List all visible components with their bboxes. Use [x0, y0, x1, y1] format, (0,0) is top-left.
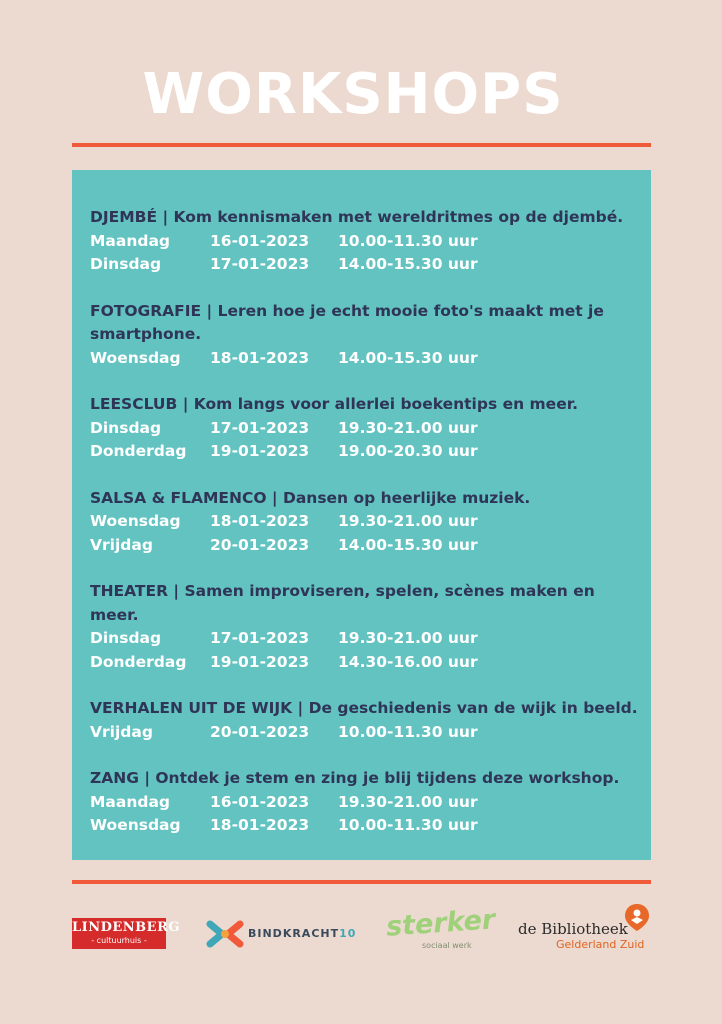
session-date: 20-01-2023	[210, 535, 310, 554]
session-row	[90, 230, 640, 254]
session-day: Vrijdag	[90, 722, 153, 741]
bottom-divider	[72, 880, 651, 884]
workshop-item	[90, 393, 640, 464]
session-time: 10.00-11.30 uur	[338, 816, 478, 834]
session-row	[90, 440, 640, 464]
session-row	[90, 721, 640, 745]
workshop-item	[90, 300, 640, 371]
workshop-item	[90, 767, 640, 838]
session-time: 10.00-11.30 uur	[338, 231, 478, 250]
session-time: 19.00-20.30 uur	[338, 442, 478, 460]
session-day: Woensdag	[90, 816, 181, 834]
session-date: 18-01-2023	[210, 512, 310, 530]
session-row	[90, 417, 640, 441]
workshop-panel	[72, 170, 651, 860]
workshop-item	[90, 487, 640, 558]
lindenberg-name: LINDENBERG	[72, 920, 180, 935]
session-row	[90, 534, 640, 558]
sterker-name: sterker	[385, 904, 497, 943]
partner-logos	[0, 900, 722, 960]
top-divider	[72, 143, 651, 147]
sterker-tagline: sociaal werk	[422, 941, 472, 950]
session-time: 19.30-21.00 uur	[338, 792, 478, 811]
bibliotheek-name: de Bibliotheek	[518, 920, 628, 938]
session-time: 14.00-15.30 uur	[338, 535, 478, 554]
session-day: Woensdag	[90, 512, 181, 530]
workshop-item	[90, 580, 640, 674]
workshop-title: THEATER | Samen improviseren, spelen, scènes maken en meer.	[90, 582, 595, 624]
session-row	[90, 627, 640, 651]
session-row	[90, 347, 640, 371]
page-title: WORKSHOPS	[142, 62, 564, 127]
session-day: Dinsdag	[90, 629, 162, 647]
session-day: Dinsdag	[90, 418, 162, 437]
bindkracht-logo	[206, 916, 356, 952]
session-time: 19.30-21.00 uur	[338, 629, 478, 647]
session-date: 18-01-2023	[210, 816, 310, 834]
bindkracht-name: BINDKRACHT	[248, 927, 340, 940]
session-row	[90, 791, 640, 815]
session-date: 16-01-2023	[210, 231, 310, 250]
session-day: Donderdag	[90, 442, 187, 460]
sterker-logo	[385, 904, 497, 958]
session-row	[90, 814, 640, 838]
session-date: 18-01-2023	[210, 348, 310, 367]
session-time: 14.30-16.00 uur	[338, 652, 478, 671]
session-time: 14.00-15.30 uur	[338, 255, 478, 273]
lindenberg-subtitle: - cultuurhuis -	[91, 936, 147, 945]
session-day: Dinsdag	[90, 255, 162, 273]
session-date: 19-01-2023	[210, 652, 310, 671]
session-date: 17-01-2023	[210, 255, 310, 273]
session-row	[90, 253, 640, 277]
workshop-title: FOTOGRAFIE | Leren hoe je echt mooie foto's maakt met je smartphone.	[90, 301, 604, 343]
bindkracht-number: 10	[339, 927, 357, 940]
session-date: 20-01-2023	[210, 722, 310, 741]
workshop-title: ZANG | Ontdek je stem en zing je blij tijdens deze workshop.	[90, 769, 620, 787]
session-time: 19.30-21.00 uur	[338, 418, 478, 437]
bindkracht-x-icon	[206, 916, 244, 952]
session-day: Vrijdag	[90, 535, 153, 554]
session-date: 17-01-2023	[210, 418, 310, 437]
workshop-list	[90, 206, 640, 861]
session-day: Woensdag	[90, 348, 181, 367]
lindenberg-logo	[72, 918, 180, 949]
session-row	[90, 651, 640, 675]
session-row	[90, 510, 640, 534]
bibliotheek-region: Gelderland Zuid	[556, 938, 645, 951]
workshop-title: LEESCLUB | Kom langs voor allerlei boekentips en meer.	[90, 395, 579, 413]
session-date: 16-01-2023	[210, 792, 310, 811]
session-time: 14.00-15.30 uur	[338, 348, 478, 367]
workshop-title: DJEMBÉ | Kom kennismaken met wereldritmes op de djembé.	[90, 208, 624, 226]
bibliotheek-logo	[518, 902, 658, 958]
workshop-item	[90, 206, 640, 277]
workshop-title: SALSA & FLAMENCO | Dansen op heerlijke muziek.	[90, 488, 531, 507]
bibliotheek-icon	[622, 902, 652, 932]
session-day: Maandag	[90, 792, 171, 811]
workshop-item	[90, 697, 640, 744]
session-day: Maandag	[90, 231, 171, 250]
session-time: 19.30-21.00 uur	[338, 512, 478, 530]
session-day: Donderdag	[90, 652, 187, 671]
workshop-title: VERHALEN UIT DE WIJK | De geschiedenis van de wijk in beeld.	[90, 699, 638, 717]
session-date: 17-01-2023	[210, 629, 310, 647]
session-time: 10.00-11.30 uur	[338, 722, 478, 741]
session-date: 19-01-2023	[210, 442, 310, 460]
